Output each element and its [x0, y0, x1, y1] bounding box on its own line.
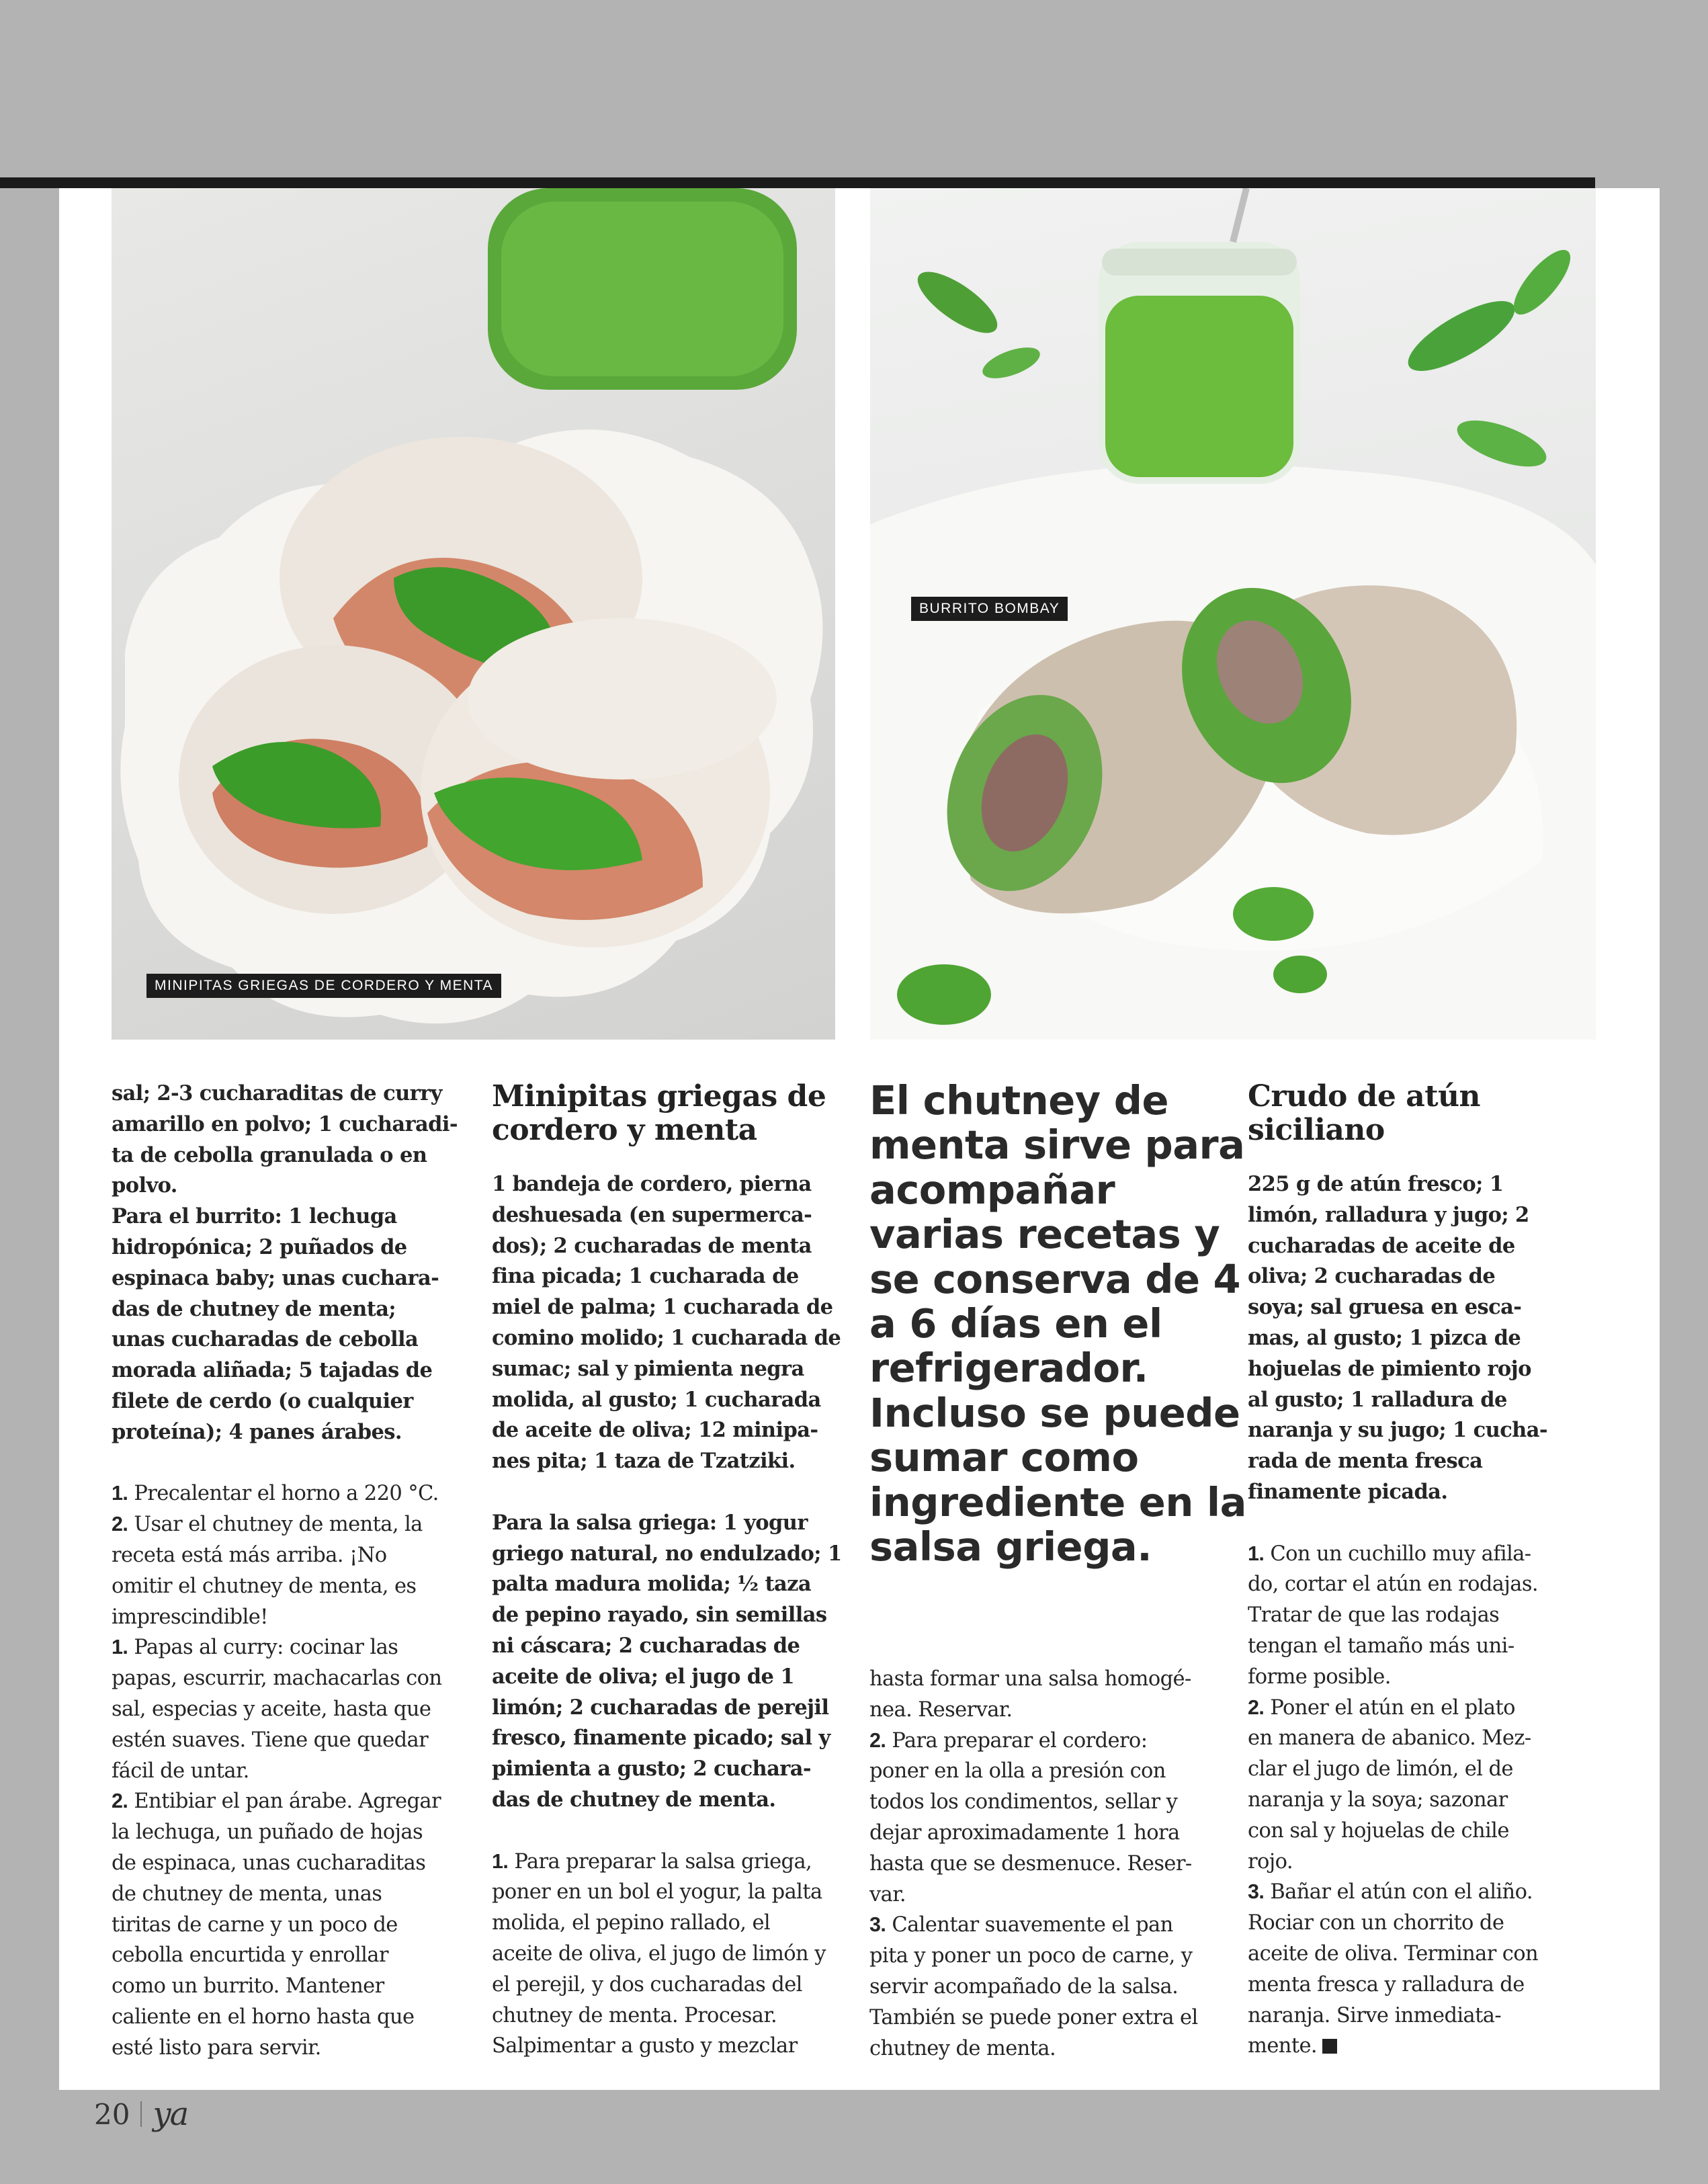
column-burrito-recipe: [112, 1079, 458, 2064]
step: 1. Precalentar el horno a 220 °C.: [112, 1482, 439, 1506]
column-crudo-recipe: [1248, 1169, 1547, 2062]
crudo-steps: 1. Con un cuchillo muy afila- do, cortar el atún en rodajas. Tratar de que las rodajas tengan el tamaño más uni- forme posible. 2. Poner el atún en el plato en manera de abanico. Mez- clar el jugo de limón, el de naranja y la soya; sazonar con sal y hojuelas de chile rojo. 3. Bañar el atún con el aliño. Rociar con un chorrito de aceite de oliva. Terminar con menta fresca y ralladura de naranja. Sirve inmediata- mente.: [1248, 1539, 1547, 2062]
burrito-steps: 1. Precalentar el horno a 220 °C. 2. Usar el chutney de menta, la receta está más arriba. ¡No omitir el chutney de menta, es imprescindible! 1. Papas al curry: cocinar las papas, escurrir, machacarlas con sal, especias y aceite, hasta que estén suaves. Tiene que quedar fácil de untar. 2. Entibiar el pan árabe. Agregar la lechuga, un puñado de hojas de espinaca, unas cucharaditas de chutney de menta, unas tiritas de carne y un poco de cebolla encurtida y enrollar como un burrito. Mantener caliente en el horno hasta que esté listo para servir.: [112, 1478, 458, 2063]
photo-caption-minipitas: MINIPITAS GRIEGAS DE CORDERO Y MENTA: [146, 974, 501, 998]
step: 1. Con un cuchillo muy afila-: [1248, 1542, 1531, 1566]
minipitas-steps: 1. Para preparar la salsa griega, poner en un bol el yogur, la palta molida, el pepino rallado, el aceite de oliva, el jugo de limón y el perejil, y dos cucharadas del chutney de menta. Procesar. Salpimentar a gusto y mezclar: [492, 1847, 842, 2062]
magazine-logo: ya: [153, 2095, 188, 2133]
step: 3. Calentar suavemente el pan: [869, 1913, 1173, 1937]
step: 1. Para preparar la salsa griega,: [492, 1849, 812, 1874]
pull-quote: El chutney de menta sirve para acompañar varias recetas y se conserva de 4 a 6 días en el refrigerador. Incluso se puede sumar como ingrediente en la salsa griega.: [869, 1077, 1246, 1570]
step: 2. Poner el atún en el plato: [1248, 1695, 1515, 1720]
column-minipitas-recipe: [492, 1169, 842, 2062]
page-number: 20: [94, 2097, 130, 2131]
photo-caption-burrito: BURRITO BOMBAY: [911, 597, 1068, 621]
recipe-title-crudo: Crudo de atún siciliano: [1248, 1079, 1481, 1147]
step: 2. Usar el chutney de menta, la: [112, 1513, 423, 1537]
top-rule: [0, 177, 1595, 188]
photo-minipitas: [112, 188, 835, 1040]
burrito-ingredients: sal; 2-3 cucharaditas de curry amarillo en polvo; 1 cucharadi- ta de cebolla granulada o en polvo. Para el burrito: 1 lechuga hidropónica; 2 puñados de espinaca baby; unas cuchara- das de chutney de menta; unas cucharadas de cebolla morada aliñada; 5 tajadas de filete de cerdo (o cualquier proteína); 4 panes árabes.: [112, 1081, 458, 1444]
greek-sauce-ingredients: Para la salsa griega: 1 yogur griego natural, no endulzado; 1 palta madura molida; ½ taza de pepino rayado, sin semillas ni cáscara; 2 cucharadas de aceite de oliva; el jugo de 1 limón; 2 cucharadas de perejil fresco, finamente picado; sal y pimienta a gusto; 2 cuchara- das de chutney de menta.: [492, 1510, 842, 1812]
recipe-title-minipitas: Minipitas griegas de cordero y menta: [492, 1079, 826, 1147]
folio-separator: [140, 2101, 142, 2127]
step: 3. Bañar el atún con el aliño.: [1248, 1880, 1533, 1904]
column-minipitas-continued: hasta formar una salsa homogé- nea. Reservar. 2. Para preparar el cordero: poner en la olla a presión con todos los condimentos, sellar y dejar aproximadamente 1 hora hasta que se desmenuce. Reser- var. 3. Calentar suavemente el pan pita y poner un poco de carne, y servir acompañado de la salsa. También se puede poner extra el chutney de menta.: [869, 1667, 1198, 2060]
minipitas-ingredients: 1 bandeja de cordero, pierna deshuesada (en supermerca- dos); 2 cucharadas de menta fina picada; 1 cucharada de miel de palma; 1 cucharada de comino molido; 1 cucharada de sumac; sal y pimienta negra molida, al gusto; 1 cucharada de aceite de oliva; 12 minipa- nes pita; 1 taza de Tzatziki.: [492, 1172, 841, 1474]
step: 1. Papas al curry: cocinar las: [112, 1636, 398, 1660]
page-folio: [94, 2095, 187, 2133]
end-of-article-mark: [1322, 2039, 1337, 2054]
step: 2. Entibiar el pan árabe. Agregar: [112, 1790, 441, 1814]
crudo-ingredients: 225 g de atún fresco; 1 limón, ralladura y jugo; 2 cucharadas de aceite de oliva; 2 cucharadas de soya; sal gruesa en esca- mas, al gusto; 1 pizca de hojuelas de pimiento rojo al gusto; 1 ralladura de naranja y su jugo; 1 cucha- rada de menta fresca finamente picada.: [1248, 1172, 1547, 1504]
step: 2. Para preparar el cordero:: [869, 1728, 1148, 1753]
minipitas-illustration: [112, 188, 835, 1040]
